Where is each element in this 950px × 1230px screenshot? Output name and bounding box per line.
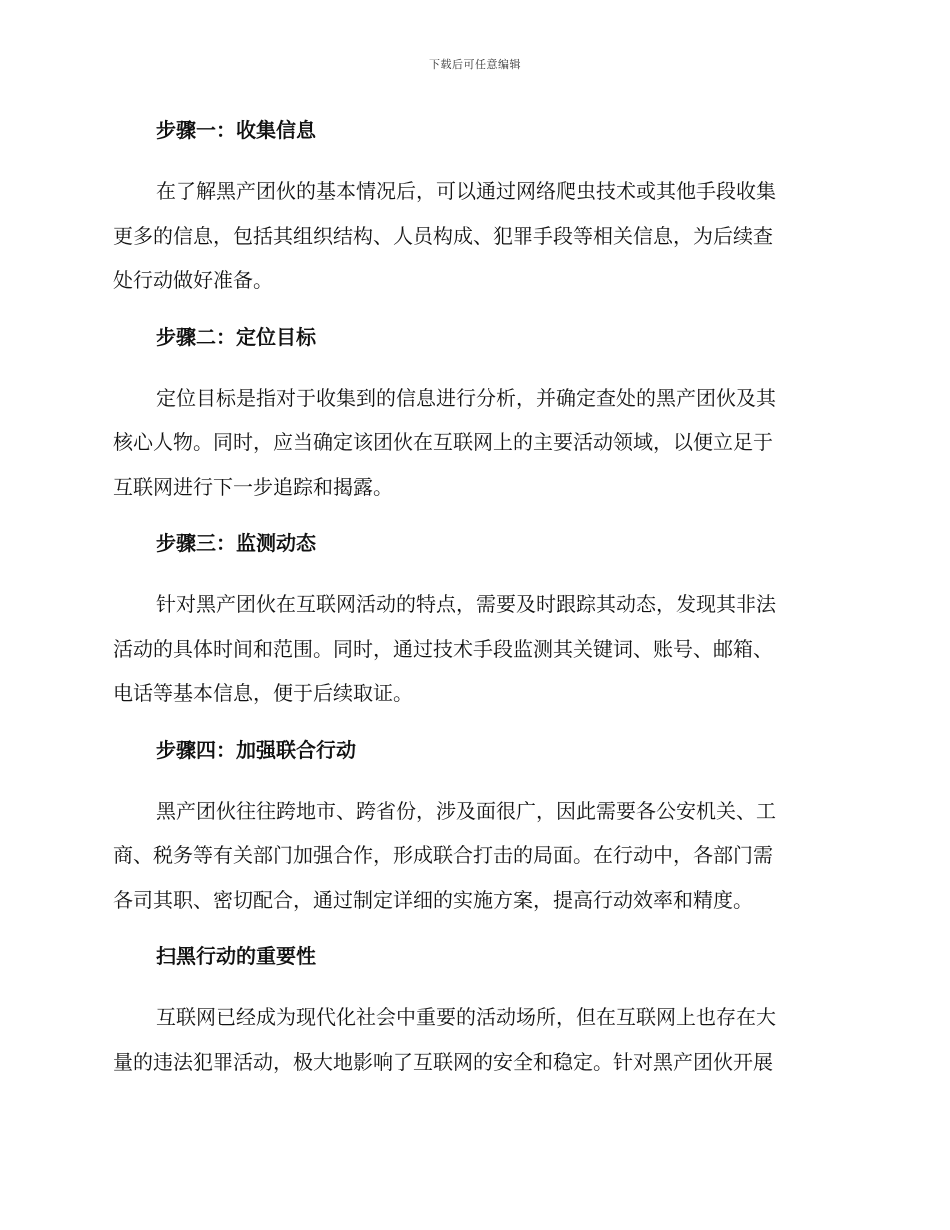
paragraph-line: 黑产团伙往往跨地市、跨省份，涉及面很广，因此需要各公安机关、工 [156,798,776,823]
paragraph-line: 商、税务等有关部门加强合作，形成联合打击的局面。在行动中，各部门需 [113,843,773,867]
section-heading: 步骤二：定位目标 [156,324,316,349]
paragraph-line: 在了解黑产团伙的基本情况后，可以通过网络爬虫技术或其他手段收集 [156,179,776,203]
paragraph-line: 各司其职、密切配合，通过制定详细的实施方案，提高行动效率和精度。 [113,887,753,912]
section-step-3 [113,523,833,716]
paragraph-line: 定位目标是指对于收集到的信息进行分析，并确定查处的黑产团伙及其 [156,385,776,410]
paragraph-line: 核心人物。同时，应当确定该团伙在互联网上的主要活动领域，以便立足于 [113,430,773,454]
section-heading: 扫黑行动的重要性 [156,944,316,968]
paragraph-line: 电话等基本信息，便于后续取证。 [113,681,413,705]
document-body [113,110,833,1098]
paragraph-line: 处行动做好准备。 [113,268,273,292]
section-paragraph [113,789,833,923]
paragraph-line: 活动的具体时间和范围。同时，通过技术手段监测其关键词、账号、邮箱、 [113,636,773,661]
page-header-note: 下载后可任意编辑 [429,58,521,71]
section-importance [113,936,833,1084]
section-step-2 [113,317,833,510]
paragraph-line: 针对黑产团伙在互联网活动的特点，需要及时跟踪其动态，发现其非法 [156,592,776,616]
section-heading: 步骤四：加强联合行动 [156,737,356,762]
section-paragraph [113,376,833,510]
section-paragraph [113,582,833,716]
section-heading: 步骤一：收集信息 [156,118,316,142]
section-paragraph [113,169,833,303]
paragraph-line: 更多的信息，包括其组织结构、人员构成、犯罪手段等相关信息，为后续查 [113,223,773,248]
paragraph-line: 量的违法犯罪活动，极大地影响了互联网的安全和稳定。针对黑产团伙开展 [113,1049,773,1074]
paragraph-line: 互联网进行下一步追踪和揭露。 [113,474,393,499]
section-paragraph [113,995,833,1084]
section-step-4 [113,730,833,923]
section-heading: 步骤三：监测动态 [156,531,316,555]
paragraph-line: 互联网已经成为现代化社会中重要的活动场所，但在互联网上也存在大 [156,1005,776,1029]
section-step-1 [113,110,833,303]
